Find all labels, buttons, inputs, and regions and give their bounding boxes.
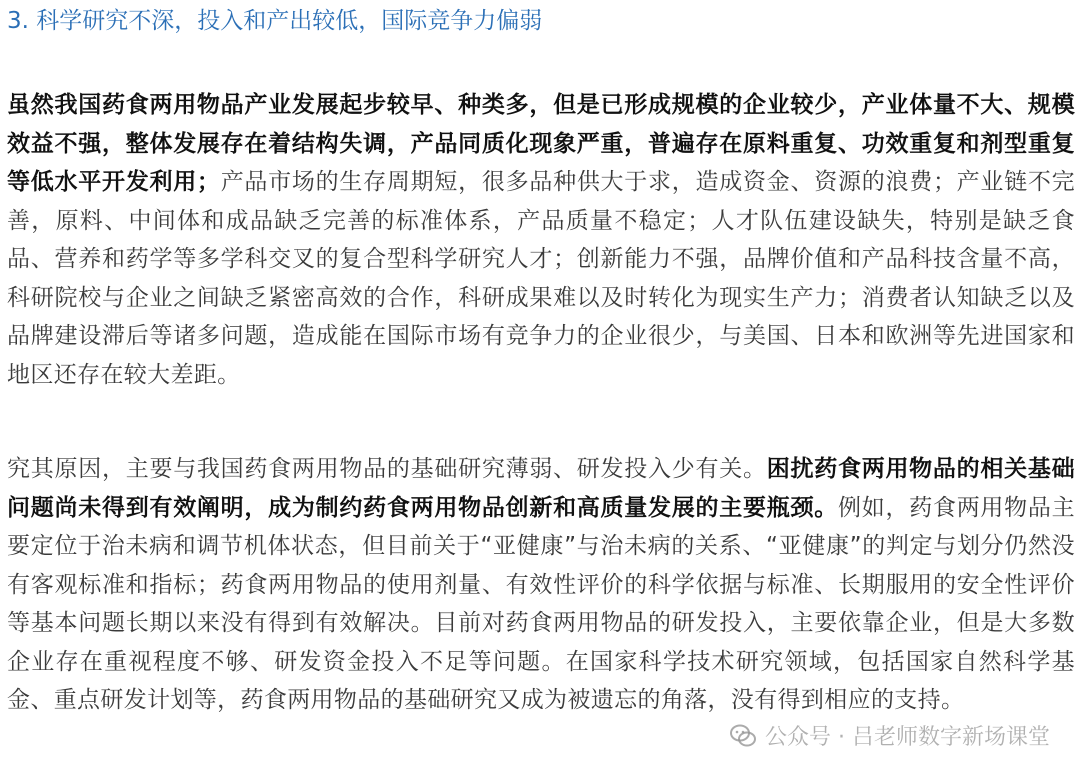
paragraph-2-body-text: 例如，药食两用物品主要定位于治未病和调节机体状态，但目前关于“亚健康”与治未病的关系、“亚健康”的判定与划分仍然没有客观标准和指标；药食两用物品的使用剂量、有效性评价的科学依据与标准、长期服用的安全性评价等基本问题长期以来没有得到有效解决。目前对药食两用物品的研发投入，主要依靠企业，但是大多数企业存在重视程度不够、研发资金投入不足等问题。在国家科学技术研究领域，包括国家自然科学基金、重点研发计划等，药食两用物品的基础研究又成为被遗忘的角落，没有得到相应的支持。: [7, 494, 1076, 713]
paragraph-2-intro-text: 究其原因，主要与我国药食两用物品的基础研究薄弱、研发投入少有关。: [7, 456, 767, 482]
watermark: [729, 720, 1050, 751]
section-heading: 3. 科学研究不深，投入和产出较低，国际竞争力偏弱: [7, 8, 543, 34]
wechat-icon: [729, 722, 757, 750]
paragraph-1-normal-text: 产品市场的生存周期短，很多品种供大于求，造成资金、资源的浪费；产业链不完善，原料、中间体和成品缺乏完善的标准体系，产品质量不稳定；人才队伍建设缺失，特别是缺乏食品、营养和药学等多学科交叉的复合型科学研究人才；创新能力不强，品牌价值和产品科技含量不高，科研院校与企业之间缺乏紧密高效的合作，科研成果难以及时转化为现实生产力；消费者认知缺乏以及品牌建设滞后等诸多问题，造成能在国际市场有竞争力的企业很少，与美国、日本和欧洲等先进国家和地区还存在较大差距。: [7, 169, 1075, 388]
paragraph-2-bold-text: 困扰药食两用物品的相关基础问题尚未得到有效阐明，成为制约药食两用物品创新和高质量发展的主要瓶颈。: [7, 456, 1075, 521]
paragraph-1-bold-text: 虽然我国药食两用物品产业发展起步较早、种类多，但是已形成规模的企业较少，产业体量不大、规模效益不强，整体发展存在着结构失调，产品同质化现象严重，普遍存在原料重复、功效重复和剂型重复等低水平开发利用；: [7, 92, 1075, 195]
paragraph-2: [7, 450, 1075, 720]
paragraph-1: [7, 86, 1075, 394]
watermark-text: 公众号 · 吕老师数字新场课堂: [765, 725, 1050, 750]
